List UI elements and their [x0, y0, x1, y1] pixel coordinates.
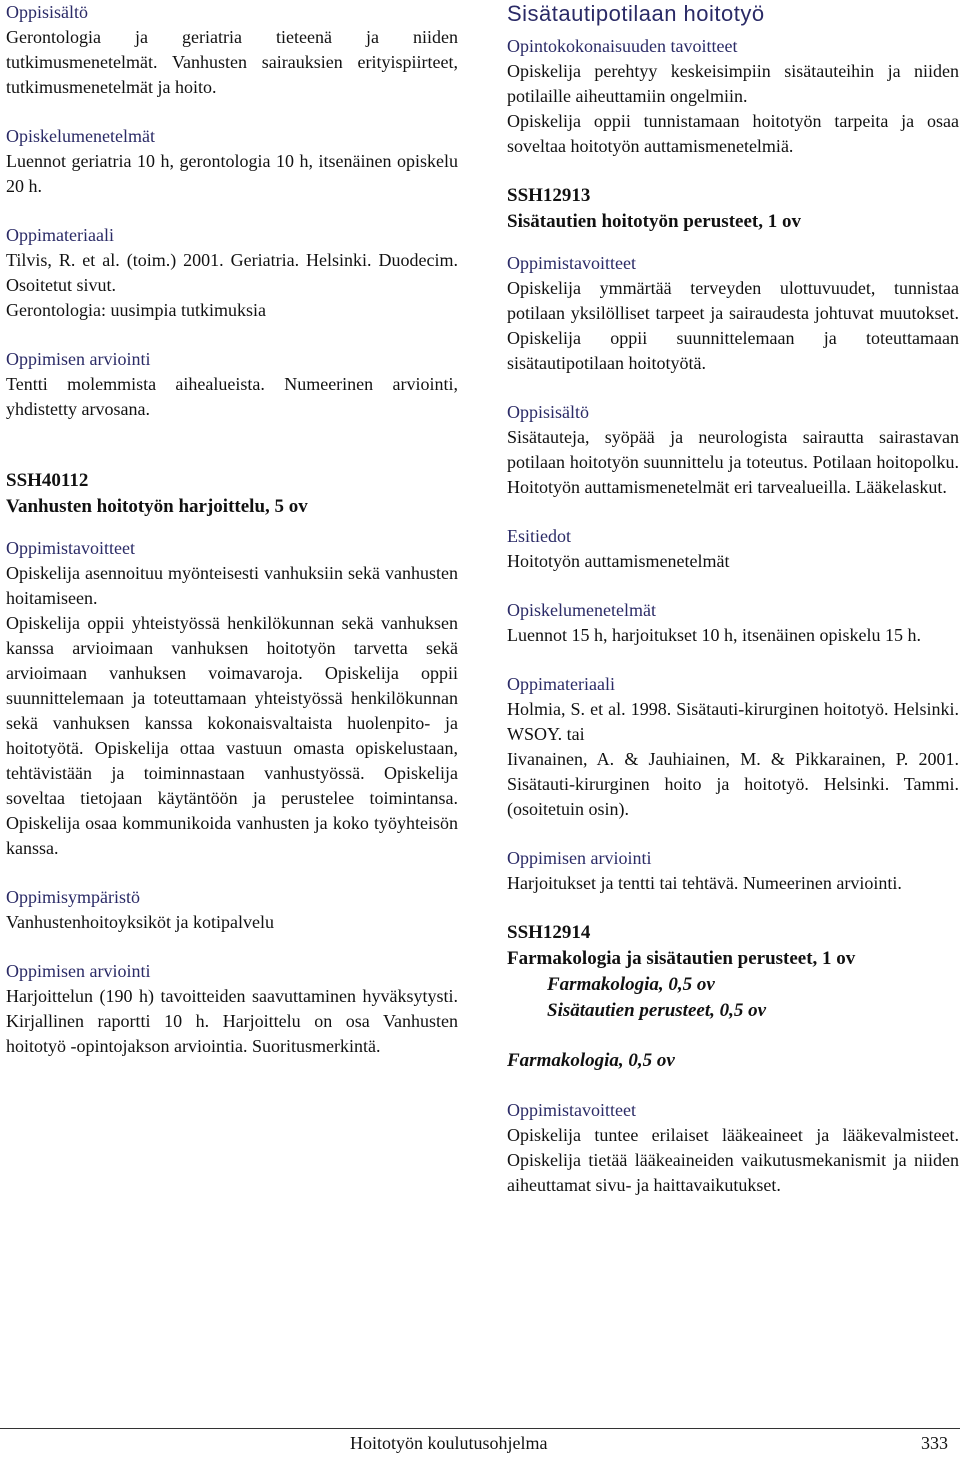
objectives-section — [6, 536, 458, 861]
section-body: Sisätauteja, syöpää ja neurologista sairautta sairastavan potilaan hoitotyön suunnittelu ja toteutus. Potilaan hoitopolku. Hoitotyön auttamismenetelmät eri tarvealueilla. Lääkelaskut. — [507, 427, 959, 497]
left-column — [6, 0, 458, 1083]
section-body: Luennot 15 h, harjoitukset 10 h, itsenäinen opiskelu 15 h. — [507, 625, 921, 645]
course-header — [507, 183, 959, 235]
section-heading: Oppimistavoitteet — [507, 253, 636, 273]
section-heading: Oppimisen arviointi — [507, 848, 652, 868]
course-code: SSH40112 — [6, 470, 89, 491]
course-title: Sisätautien hoitotyön perusteet, 1 ov — [507, 211, 801, 232]
course-title: Farmakologia ja sisätautien perusteet, 1 ov — [507, 948, 856, 969]
section-body: Harjoittelun (190 h) tavoitteiden saavuttaminen hyväksytysti. Kirjallinen raportti 10 h. Harjoittelu on osa Vanhusten hoitotyö -opintojakson arviointia. Suoritusmerkintä. — [6, 986, 458, 1056]
section-body: Gerontologia: uusimpia tutkimuksia — [6, 300, 266, 320]
section-heading: Oppimateriaali — [6, 225, 114, 245]
objectives-section — [507, 251, 959, 376]
content-section — [6, 0, 458, 100]
section-body: Holmia, S. et al. 1998. Sisätauti-kirurginen hoitotyö. Helsinki. WSOY. tai — [507, 699, 959, 744]
sub-module: Farmakologia, 0,5 ov — [547, 974, 715, 995]
section-heading: Oppisisältö — [6, 2, 89, 22]
section-heading: Oppimisympäristö — [6, 887, 140, 907]
section-body: Opiskelija oppii yhteistyössä henkilökunnan sekä vanhuksen kanssa arvioimaan vanhuksen hoitotyön tarvetta sekä arvioimaan vanhuksen voimavaroja. Opiskelija oppii suunnittelemaan ja toteuttamaan yhteistyössä henkilökunnan sekä vanhuksen kanssa kokonaisvaltaista huolenpito- ja hoitotyötä. Opiskelija ottaa vastuun omasta opiskelustaan, tehtävistään ja toiminnastaan vanhustyössä. Opiskelija soveltaa tietojaan käytäntöön ja perustelee toimintansa. Opiskelija osaa kommunikoida vanhusten ja koko työyhteisön kanssa. — [6, 613, 458, 858]
section-body: Gerontologia ja geriatria tieteenä ja niiden tutkimusmenetelmät. Vanhusten sairauksien erityispiirteet, tutkimusmenetelmät ja hoito. — [6, 27, 458, 97]
footer-divider — [0, 1428, 960, 1429]
section-body: Opiskelija oppii tunnistamaan hoitotyön tarpeita ja osaa soveltaa hoitotyön auttamismenetelmiä. — [507, 111, 959, 156]
course-header — [507, 920, 959, 1024]
methods-section — [6, 124, 458, 199]
course-code: SSH12913 — [507, 185, 591, 206]
assessment-section — [507, 846, 959, 896]
section-body: Tentti molemmista aihealueista. Numeerinen arviointi, yhdistetty arvosana. — [6, 374, 458, 419]
section-body: Opiskelija tuntee erilaiset lääkeaineet ja lääkevalmisteet. Opiskelija tietää lääkeaineiden vaikutusmekanismit ja niiden aiheuttamat sivu- ja haittavaikutukset. — [507, 1125, 959, 1195]
page-title: Sisätautipotilaan hoitotyö — [507, 1, 765, 26]
section-body: Opiskelija perehtyy keskeisimpiin sisätauteihin ja niiden potilaille aiheuttamiin ongelmiin. — [507, 61, 959, 106]
materials-section — [6, 223, 458, 323]
section-body: Harjoitukset ja tentti tai tehtävä. Numeerinen arviointi. — [507, 873, 902, 893]
assessment-section — [6, 959, 458, 1059]
section-body: Vanhustenhoitoyksiköt ja kotipalvelu — [6, 912, 274, 932]
section-heading: Oppimistavoitteet — [507, 1100, 636, 1120]
sub-module-section — [507, 1048, 959, 1074]
page-number: 333 — [921, 1433, 948, 1453]
section-body: Tilvis, R. et al. (toim.) 2001. Geriatria. Helsinki. Duodecim. Osoitetut sivut. — [6, 250, 458, 295]
section-heading: Opiskelumenetelmät — [6, 126, 155, 146]
section-heading: Oppimisen arviointi — [6, 349, 151, 369]
environment-section — [6, 885, 458, 935]
section-heading: Oppimisen arviointi — [6, 961, 151, 981]
content-section — [507, 400, 959, 500]
section-heading: Oppimateriaali — [507, 674, 615, 694]
goals-section — [507, 34, 959, 159]
section-body: Luennot geriatria 10 h, gerontologia 10 h, itsenäinen opiskelu 20 h. — [6, 151, 458, 196]
section-heading: Esitiedot — [507, 526, 571, 546]
section-body: Hoitotyön auttamismenetelmät — [507, 551, 730, 571]
assessment-section — [6, 347, 458, 422]
objectives-section — [507, 1098, 959, 1198]
right-column — [507, 0, 959, 1222]
section-heading: Opintokokonaisuuden tavoitteet — [507, 36, 738, 56]
section-heading: Oppimistavoitteet — [6, 538, 135, 558]
section-heading: Oppisisältö — [507, 402, 590, 422]
sub-module-heading: Farmakologia, 0,5 ov — [507, 1050, 675, 1071]
course-code: SSH12914 — [507, 922, 591, 943]
sub-module: Sisätautien perusteet, 0,5 ov — [547, 1000, 767, 1021]
materials-section — [507, 672, 959, 822]
methods-section — [507, 598, 959, 648]
page-footer — [0, 1428, 960, 1458]
section-body: Opiskelija asennoituu myönteisesti vanhuksiin sekä vanhusten hoitamiseen. — [6, 563, 458, 608]
section-heading: Opiskelumenetelmät — [507, 600, 656, 620]
prerequisites-section — [507, 524, 959, 574]
section-body: Opiskelija ymmärtää terveyden ulottuvuudet, tunnistaa potilaan yksilölliset tarpeet ja sairaudesta johtuvat muutokset. Opiskelija oppii suunnittelemaan ja toteuttamaan sisätautipotilaan hoitotyötä. — [507, 278, 959, 373]
course-header — [6, 468, 458, 520]
course-title: Vanhusten hoitotyön harjoittelu, 5 ov — [6, 496, 308, 517]
section-body: Iivanainen, A. & Jauhiainen, M. & Pikkarainen, P. 2001. Sisätauti-kirurginen hoito ja hoitotyö. Helsinki. Tammi. (osoitetuin osin). — [507, 749, 959, 819]
footer-title: Hoitotyön koulutusohjelma — [350, 1433, 548, 1453]
